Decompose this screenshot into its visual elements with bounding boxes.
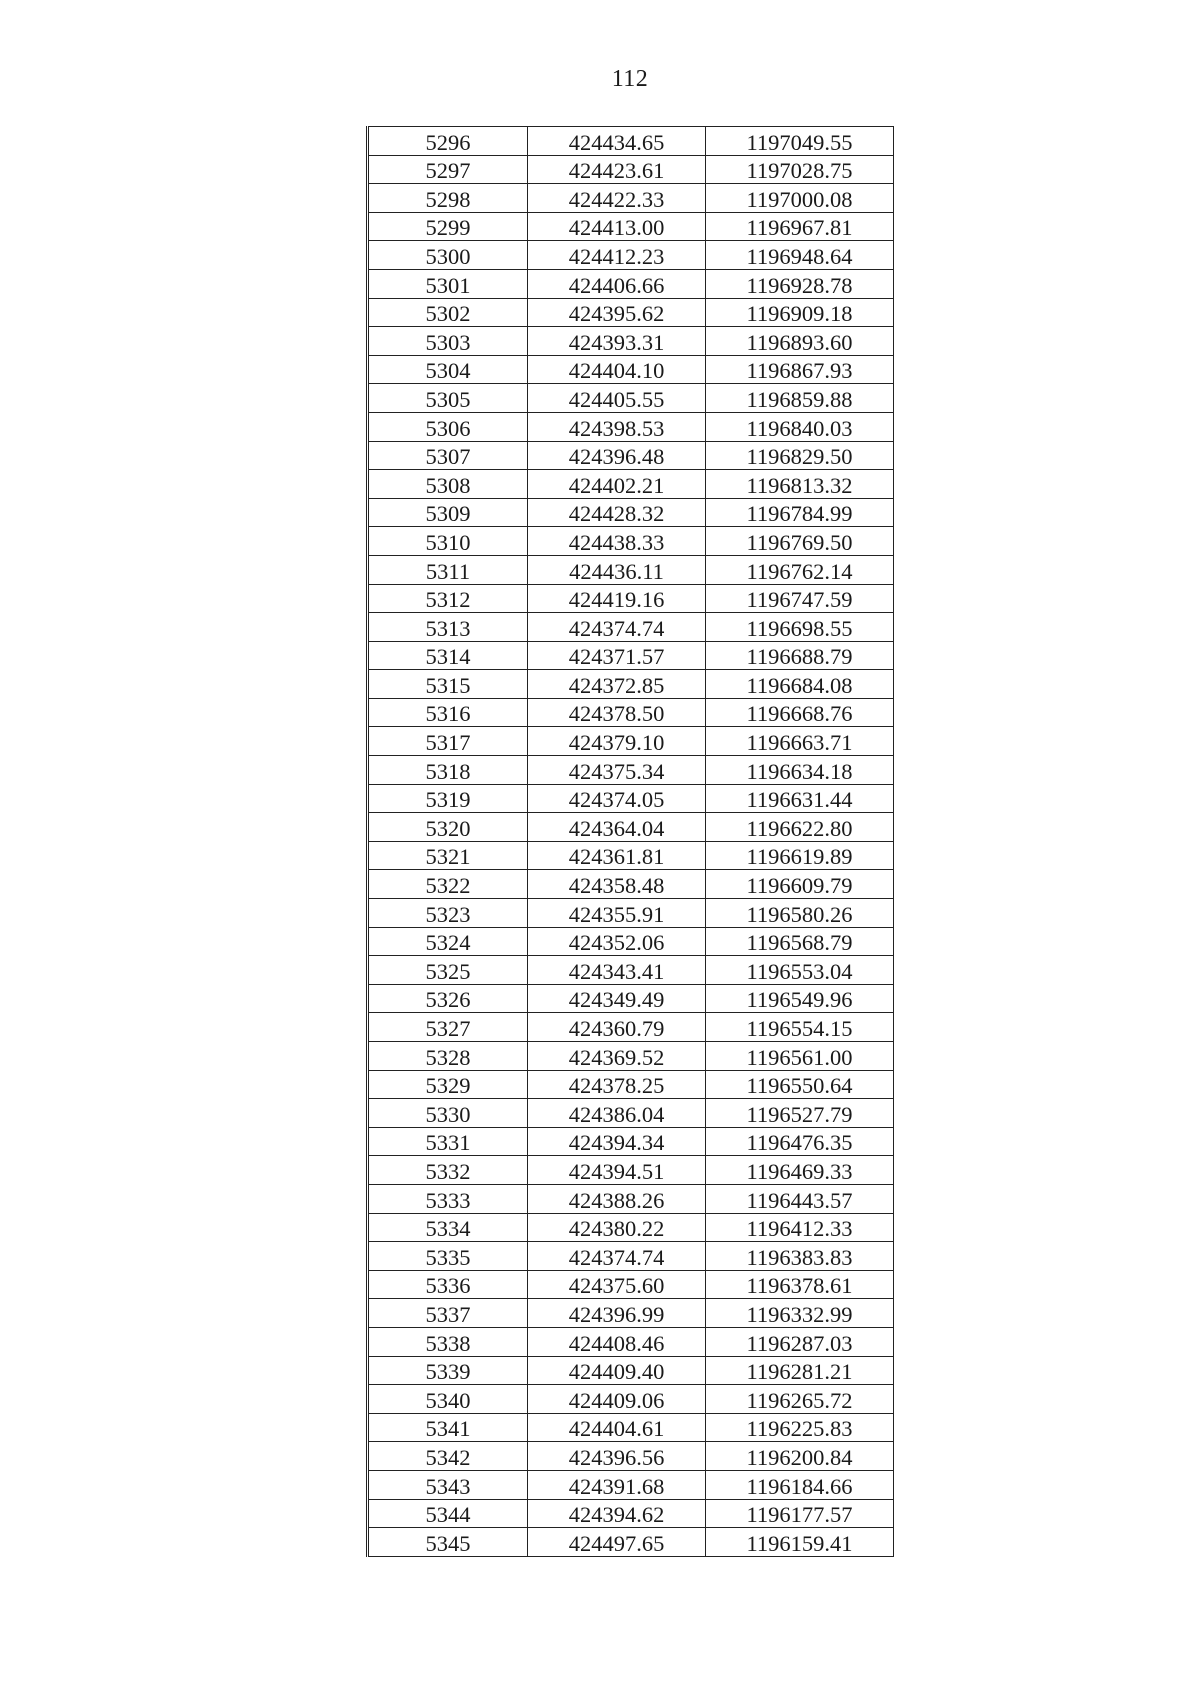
table-row	[368, 441, 894, 470]
x-coordinate-cell: 424378.50	[528, 698, 706, 727]
point-number-cell: 5341	[368, 1413, 528, 1442]
table-row	[368, 155, 894, 184]
table-row	[368, 470, 894, 499]
table-row	[368, 1099, 894, 1128]
point-number-cell: 5307	[368, 441, 528, 470]
point-number-cell: 5300	[368, 241, 528, 270]
x-coordinate-cell: 424404.61	[528, 1413, 706, 1442]
table-row	[368, 298, 894, 327]
x-coordinate-cell: 424405.55	[528, 384, 706, 413]
x-coordinate-cell: 424388.26	[528, 1184, 706, 1213]
point-number-cell: 5317	[368, 727, 528, 756]
x-coordinate-cell: 424419.16	[528, 584, 706, 613]
y-coordinate-cell: 1196561.00	[706, 1042, 894, 1071]
table-row	[368, 1528, 894, 1557]
point-number-cell: 5320	[368, 813, 528, 842]
point-number-cell: 5335	[368, 1242, 528, 1271]
table-row	[368, 727, 894, 756]
table-row	[368, 1042, 894, 1071]
x-coordinate-cell: 424409.40	[528, 1356, 706, 1385]
table-row	[368, 555, 894, 584]
y-coordinate-cell: 1196762.14	[706, 555, 894, 584]
x-coordinate-cell: 424408.46	[528, 1327, 706, 1356]
table-row	[368, 527, 894, 556]
table-row	[368, 1299, 894, 1328]
y-coordinate-cell: 1196784.99	[706, 498, 894, 527]
y-coordinate-cell: 1196948.64	[706, 241, 894, 270]
y-coordinate-cell: 1196813.32	[706, 470, 894, 499]
x-coordinate-cell: 424434.65	[528, 127, 706, 156]
point-number-cell: 5310	[368, 527, 528, 556]
point-number-cell: 5312	[368, 584, 528, 613]
x-coordinate-cell: 424406.66	[528, 269, 706, 298]
point-number-cell: 5306	[368, 412, 528, 441]
x-coordinate-cell: 424374.05	[528, 784, 706, 813]
table-row	[368, 1213, 894, 1242]
x-coordinate-cell: 424372.85	[528, 670, 706, 699]
point-number-cell: 5343	[368, 1470, 528, 1499]
table-row	[368, 269, 894, 298]
y-coordinate-cell: 1196859.88	[706, 384, 894, 413]
x-coordinate-cell: 424404.10	[528, 355, 706, 384]
y-coordinate-cell: 1196443.57	[706, 1184, 894, 1213]
point-number-cell: 5319	[368, 784, 528, 813]
page-number: 112	[611, 66, 649, 92]
x-coordinate-cell: 424378.25	[528, 1070, 706, 1099]
y-coordinate-cell: 1196287.03	[706, 1327, 894, 1356]
y-coordinate-cell: 1196265.72	[706, 1385, 894, 1414]
x-coordinate-cell: 424413.00	[528, 212, 706, 241]
y-coordinate-cell: 1196177.57	[706, 1499, 894, 1528]
point-number-cell: 5309	[368, 498, 528, 527]
point-number-cell: 5318	[368, 756, 528, 785]
point-number-cell: 5316	[368, 698, 528, 727]
x-coordinate-cell: 424423.61	[528, 155, 706, 184]
y-coordinate-cell: 1196634.18	[706, 756, 894, 785]
point-number-cell: 5324	[368, 927, 528, 956]
x-coordinate-cell: 424394.34	[528, 1127, 706, 1156]
x-coordinate-cell: 424343.41	[528, 956, 706, 985]
table-row	[368, 184, 894, 213]
point-number-cell: 5345	[368, 1528, 528, 1557]
y-coordinate-cell: 1196893.60	[706, 327, 894, 356]
x-coordinate-cell: 424395.62	[528, 298, 706, 327]
point-number-cell: 5334	[368, 1213, 528, 1242]
y-coordinate-cell: 1196829.50	[706, 441, 894, 470]
point-number-cell: 5328	[368, 1042, 528, 1071]
y-coordinate-cell: 1196159.41	[706, 1528, 894, 1557]
table-row	[368, 956, 894, 985]
x-coordinate-cell: 424360.79	[528, 1013, 706, 1042]
table-row	[368, 1327, 894, 1356]
point-number-cell: 5299	[368, 212, 528, 241]
y-coordinate-cell: 1196553.04	[706, 956, 894, 985]
y-coordinate-cell: 1196668.76	[706, 698, 894, 727]
y-coordinate-cell: 1196568.79	[706, 927, 894, 956]
table-row	[368, 756, 894, 785]
y-coordinate-cell: 1196281.21	[706, 1356, 894, 1385]
x-coordinate-cell: 424361.81	[528, 841, 706, 870]
y-coordinate-cell: 1196200.84	[706, 1442, 894, 1471]
x-coordinate-cell: 424436.11	[528, 555, 706, 584]
x-coordinate-cell: 424398.53	[528, 412, 706, 441]
x-coordinate-cell: 424497.65	[528, 1528, 706, 1557]
point-number-cell: 5338	[368, 1327, 528, 1356]
x-coordinate-cell: 424349.49	[528, 984, 706, 1013]
x-coordinate-cell: 424428.32	[528, 498, 706, 527]
table-row	[368, 1270, 894, 1299]
point-number-cell: 5342	[368, 1442, 528, 1471]
table-row	[368, 784, 894, 813]
y-coordinate-cell: 1196412.33	[706, 1213, 894, 1242]
y-coordinate-cell: 1196550.64	[706, 1070, 894, 1099]
table-row	[368, 813, 894, 842]
x-coordinate-cell: 424409.06	[528, 1385, 706, 1414]
table-row	[368, 698, 894, 727]
y-coordinate-cell: 1196867.93	[706, 355, 894, 384]
x-coordinate-cell: 424358.48	[528, 870, 706, 899]
table-row	[368, 641, 894, 670]
y-coordinate-cell: 1197049.55	[706, 127, 894, 156]
table-row	[368, 1442, 894, 1471]
y-coordinate-cell: 1196663.71	[706, 727, 894, 756]
y-coordinate-cell: 1196622.80	[706, 813, 894, 842]
x-coordinate-cell: 424396.99	[528, 1299, 706, 1328]
point-number-cell: 5298	[368, 184, 528, 213]
y-coordinate-cell: 1196688.79	[706, 641, 894, 670]
x-coordinate-cell: 424386.04	[528, 1099, 706, 1128]
point-number-cell: 5315	[368, 670, 528, 699]
x-coordinate-cell: 424402.21	[528, 470, 706, 499]
table-row	[368, 412, 894, 441]
y-coordinate-cell: 1196549.96	[706, 984, 894, 1013]
point-number-cell: 5321	[368, 841, 528, 870]
point-number-cell: 5303	[368, 327, 528, 356]
y-coordinate-cell: 1196769.50	[706, 527, 894, 556]
table-row	[368, 498, 894, 527]
x-coordinate-cell: 424396.48	[528, 441, 706, 470]
y-coordinate-cell: 1196476.35	[706, 1127, 894, 1156]
table-row	[368, 584, 894, 613]
table-row	[368, 1156, 894, 1185]
point-number-cell: 5332	[368, 1156, 528, 1185]
x-coordinate-cell: 424352.06	[528, 927, 706, 956]
point-number-cell: 5330	[368, 1099, 528, 1128]
point-number-cell: 5339	[368, 1356, 528, 1385]
x-coordinate-cell: 424391.68	[528, 1470, 706, 1499]
y-coordinate-cell: 1196840.03	[706, 412, 894, 441]
table-row	[368, 670, 894, 699]
point-number-cell: 5308	[368, 470, 528, 499]
point-number-cell: 5304	[368, 355, 528, 384]
x-coordinate-cell: 424374.74	[528, 613, 706, 642]
table-row	[368, 841, 894, 870]
coordinates-table	[366, 126, 894, 1557]
table-row	[368, 127, 894, 156]
y-coordinate-cell: 1196909.18	[706, 298, 894, 327]
x-coordinate-cell: 424374.74	[528, 1242, 706, 1271]
table-row	[368, 355, 894, 384]
point-number-cell: 5340	[368, 1385, 528, 1414]
x-coordinate-cell: 424355.91	[528, 899, 706, 928]
x-coordinate-cell: 424394.62	[528, 1499, 706, 1528]
point-number-cell: 5301	[368, 269, 528, 298]
table-row	[368, 1184, 894, 1213]
y-coordinate-cell: 1197000.08	[706, 184, 894, 213]
table-row	[368, 927, 894, 956]
y-coordinate-cell: 1196469.33	[706, 1156, 894, 1185]
table-row	[368, 870, 894, 899]
table-row	[368, 1470, 894, 1499]
point-number-cell: 5326	[368, 984, 528, 1013]
table-row	[368, 1413, 894, 1442]
point-number-cell: 5322	[368, 870, 528, 899]
y-coordinate-cell: 1196527.79	[706, 1099, 894, 1128]
table-row	[368, 241, 894, 270]
table-row	[368, 613, 894, 642]
table-row	[368, 1499, 894, 1528]
x-coordinate-cell: 424364.04	[528, 813, 706, 842]
table-row	[368, 899, 894, 928]
table-row	[368, 984, 894, 1013]
x-coordinate-cell: 424393.31	[528, 327, 706, 356]
x-coordinate-cell: 424379.10	[528, 727, 706, 756]
table-row	[368, 327, 894, 356]
point-number-cell: 5305	[368, 384, 528, 413]
point-number-cell: 5302	[368, 298, 528, 327]
x-coordinate-cell: 424375.60	[528, 1270, 706, 1299]
table-row	[368, 1070, 894, 1099]
point-number-cell: 5333	[368, 1184, 528, 1213]
point-number-cell: 5297	[368, 155, 528, 184]
table-row	[368, 1242, 894, 1271]
point-number-cell: 5344	[368, 1499, 528, 1528]
y-coordinate-cell: 1196619.89	[706, 841, 894, 870]
y-coordinate-cell: 1196378.61	[706, 1270, 894, 1299]
y-coordinate-cell: 1196383.83	[706, 1242, 894, 1271]
y-coordinate-cell: 1196609.79	[706, 870, 894, 899]
x-coordinate-cell: 424396.56	[528, 1442, 706, 1471]
table-row	[368, 212, 894, 241]
table-row	[368, 1127, 894, 1156]
table-row	[368, 1356, 894, 1385]
y-coordinate-cell: 1197028.75	[706, 155, 894, 184]
y-coordinate-cell: 1196332.99	[706, 1299, 894, 1328]
point-number-cell: 5327	[368, 1013, 528, 1042]
y-coordinate-cell: 1196967.81	[706, 212, 894, 241]
point-number-cell: 5336	[368, 1270, 528, 1299]
y-coordinate-cell: 1196631.44	[706, 784, 894, 813]
x-coordinate-cell: 424371.57	[528, 641, 706, 670]
x-coordinate-cell: 424380.22	[528, 1213, 706, 1242]
x-coordinate-cell: 424422.33	[528, 184, 706, 213]
y-coordinate-cell: 1196580.26	[706, 899, 894, 928]
table-row	[368, 1385, 894, 1414]
x-coordinate-cell: 424375.34	[528, 756, 706, 785]
x-coordinate-cell: 424412.23	[528, 241, 706, 270]
point-number-cell: 5329	[368, 1070, 528, 1099]
point-number-cell: 5337	[368, 1299, 528, 1328]
x-coordinate-cell: 424438.33	[528, 527, 706, 556]
y-coordinate-cell: 1196225.83	[706, 1413, 894, 1442]
table-row	[368, 384, 894, 413]
point-number-cell: 5325	[368, 956, 528, 985]
y-coordinate-cell: 1196184.66	[706, 1470, 894, 1499]
y-coordinate-cell: 1196684.08	[706, 670, 894, 699]
x-coordinate-cell: 424369.52	[528, 1042, 706, 1071]
y-coordinate-cell: 1196698.55	[706, 613, 894, 642]
point-number-cell: 5313	[368, 613, 528, 642]
point-number-cell: 5296	[368, 127, 528, 156]
coordinates-table-body	[368, 127, 894, 1557]
point-number-cell: 5323	[368, 899, 528, 928]
y-coordinate-cell: 1196747.59	[706, 584, 894, 613]
x-coordinate-cell: 424394.51	[528, 1156, 706, 1185]
point-number-cell: 5331	[368, 1127, 528, 1156]
y-coordinate-cell: 1196928.78	[706, 269, 894, 298]
table-row	[368, 1013, 894, 1042]
point-number-cell: 5314	[368, 641, 528, 670]
y-coordinate-cell: 1196554.15	[706, 1013, 894, 1042]
point-number-cell: 5311	[368, 555, 528, 584]
